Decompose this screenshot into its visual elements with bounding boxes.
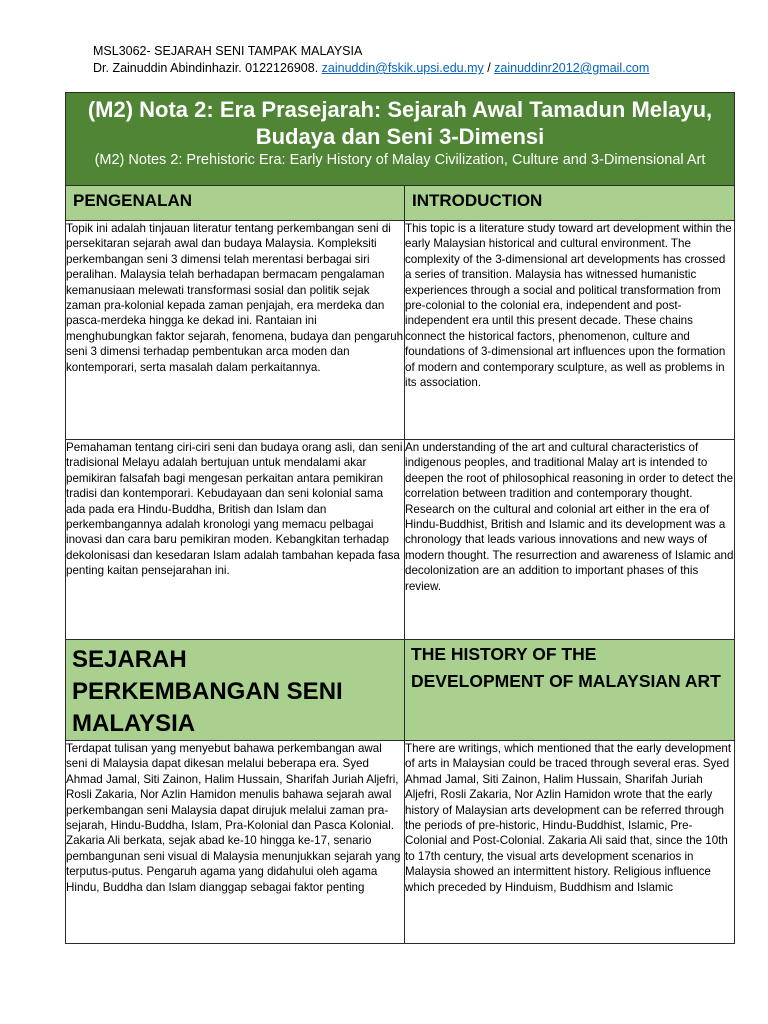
heading-introduction: INTRODUCTION (405, 186, 735, 221)
author-name: Dr. Zainuddin Abindinhazir. 0122126908. (93, 61, 319, 75)
email-separator: / (483, 61, 495, 75)
paragraph-english-1: This topic is a literature study toward art development within the early Malaysian historical and cultural environment. The complexity of the 3-dimensional art developments has crossed a series of transition. Malaysia has witnessed humanistic experiences through a social and political transformation from pre-colonial to the colonial era, independent and post-independent era until this present decade. These chains connect the historical factors, phenomenon, culture and foundations of 3-dimensional art influences upon the formation of modern and contemporary sculpture, as well as problems in its association. (405, 221, 735, 440)
paragraph-english-3: There are writings, which mentioned that the early development of arts in Malaysian could be traced through several eras. Syed Ahmad Jamal, Siti Zainon, Halim Hussain, Sharifah Juriah Aljefri, Rosli Zakaria, Nor Azlin Hamidon wrote that the early history of Malaysian arts development can be referred through the periods of pre-historic, Hindu-Buddhist, Islamic, Pre-Colonial and Post-Colonial. Zakaria Ali said that, since the 10th to 17th century, the visual arts development scenarios in Malaysia showed an intermittent history. Religious influence which preceded by Hinduism, Buddhism and Islamic (405, 741, 735, 944)
heading-pengenalan: PENGENALAN (66, 186, 405, 221)
paragraph-malay-2: Pemahaman tentang ciri-ciri seni dan budaya orang asli, dan seni tradisional Melayu adalah bertujuan untuk mendalami akar pemikiran falsafah bagi mengesan perkaitan antara pemikiran tradisi dan kontemporari. Kebudayaan dan seni kolonial sama ada pada era Hindu-Buddha, British dan Islam dan perkembangannya adalah kronologi yang memacu pelbagai inovasi dan cara baru pemikiran moden. Kebangkitan terhadap dekolonisasi dan kesedaran Islam adalah tambahan kepada fasa penting kaitan pensejarahan ini. (66, 440, 405, 640)
notes-table (65, 92, 735, 944)
paragraph-malay-1: Topik ini adalah tinjauan literatur tentang perkembangan seni di persekitaran sejarah awal dan budaya Malaysia. Kompleksiti perkembangan seni 3 dimensi telah merentasi berbagai siri peralihan. Malaysia telah berhadapan bermacam pengalaman kemanusiaan melewati transformasi sosial dan politik sejak zaman pra-kolonial kepada zaman penjajah, era merdeka dan pasca-merdeka hingga ke dekad ini. Rantaian ini menghubungkan faktor sejarah, fenomena, budaya dan pengaruh seni 3 dimensi terhadap pembentukan arca moden dan kontemporari, serta masalah dalam perkaitannya. (66, 221, 405, 440)
course-header: MSL3062- SEJARAH SENI TAMPAK MALAYSIA (93, 44, 363, 58)
heading-sejarah-perkembangan: SEJARAH PERKEMBANGAN SENI MALAYSIA (66, 640, 405, 741)
page-subtitle: (M2) Notes 2: Prehistoric Era: Early History of Malay Civilization, Culture and 3-Dimensional Art (94, 152, 706, 168)
paragraph-english-2: An understanding of the art and cultural characteristics of indigenous peoples, and traditional Malay art is intended to deepen the root of philosophical reasoning in order to detect the correlation between tradition and contemporary thought. Research on the cultural and colonial art either in the era of Hindu-Buddhist, British and Islamic and its development was a chronology that leads various innovations and new ways of modern thought. The resurrection and awareness of Islamic and decolonization are an addition to important phases of this review. (405, 440, 735, 640)
page-title: (M2) Nota 2: Era Prasejarah: Sejarah Awal Tamadun Melayu, Budaya dan Seni 3-Dimensi (87, 97, 713, 149)
paragraph-malay-3: Terdapat tulisan yang menyebut bahawa perkembangan awal seni di Malaysia dapat dikesan melalui beberapa era. Syed Ahmad Jamal, Siti Zainon, Halim Hussain, Sharifah Juriah Aljefri, Rosli Zakaria, Nor Azlin Hamidon menulis bahawa sejarah awal perkembangan seni Malaysia dapat dirujuk melalui zaman pra-sejarah, Hindu-Buddha, Islam, Pra-Kolonial dan Pasca Kolonial. Zakaria Ali berkata, sejak abad ke-10 hingga ke-17, senario pembangunan seni visual di Malaysia menunjukkan sejarah yang terputus-putus. Pengaruh agama yang didahului oleh agama Hindu, Buddha dan Islam dianggap sebagai faktor penting (66, 741, 405, 944)
heading-history-development: THE HISTORY OF THE DEVELOPMENT OF MALAYSIAN ART (405, 640, 735, 741)
email-link-2[interactable]: zainuddinr2012@gmail.com (494, 61, 650, 75)
author-line (93, 61, 649, 76)
title-banner (66, 93, 735, 186)
email-link-1[interactable]: zainuddin@fskik.upsi.edu.my (321, 61, 484, 75)
